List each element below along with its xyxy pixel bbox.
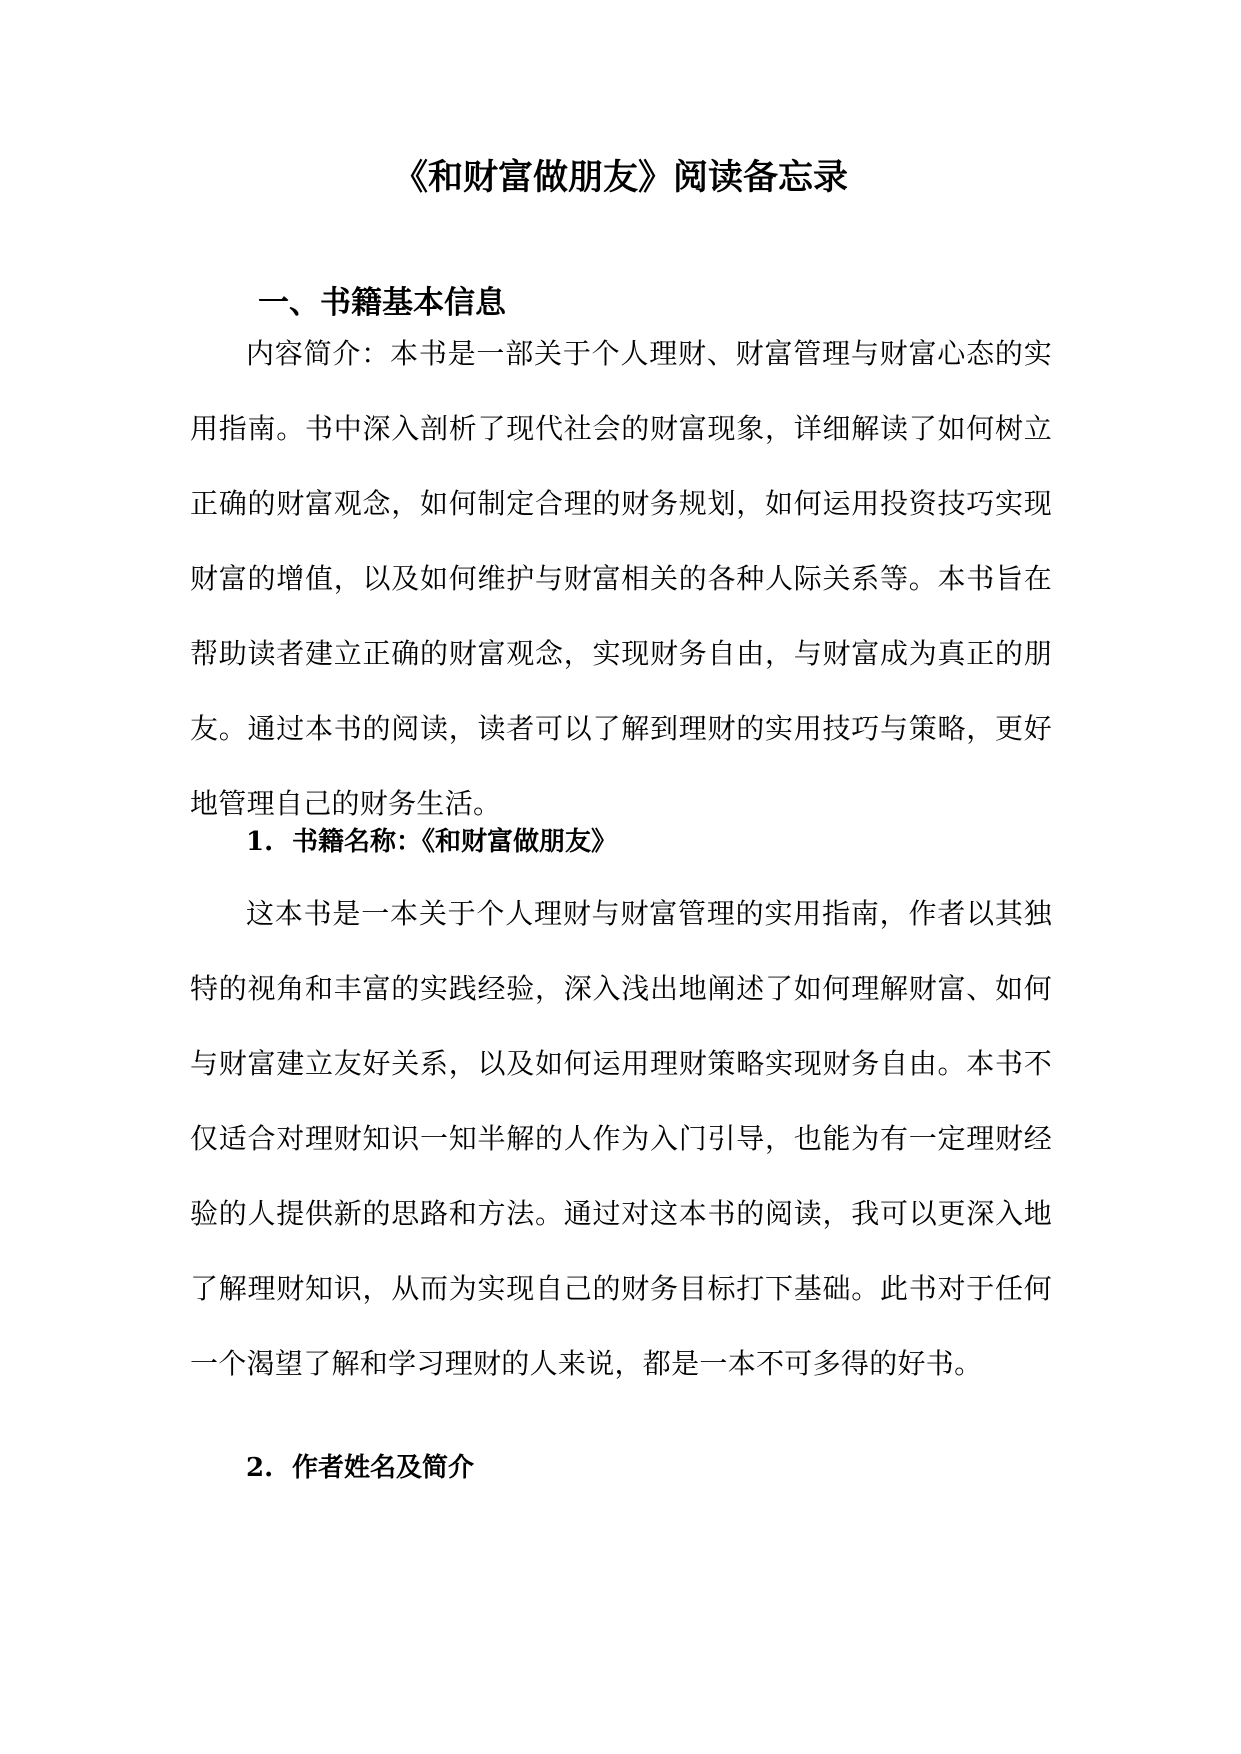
book-title-description-paragraph: 这本书是一本关于个人理财与财富管理的实用指南，作者以其独特的视角和丰富的实践经验，深入浅出地阐述了如何理解财富、如何与财富建立友好关系，以及如何运用理财策略实现财务自由。本书不仅适合对理财知识一知半解的人作为入门引导，也能为有一定理财经验的人提供新的思路和方法。通过对这本书的阅读，我可以更深入地了解理财知识，从而为实现自己的财务目标打下基础。此书对于任何一个渴望了解和学习理财的人来说，都是一本不可多得的好书。 [190,897,1052,1380]
item-heading-author [246,1446,474,1490]
book-summary-paragraph: 内容简介：本书是一部关于个人理财、财富管理与财富心态的实用指南。书中深入剖析了现代社会的财富现象，详细解读了如何树立正确的财富观念，如何制定合理的财务规划，如何运用投资技巧实现财富的增值，以及如何维护与财富相关的各种人际关系等。本书旨在帮助读者建立正确的财富观念，实现财务自由，与财富成为真正的朋友。通过本书的阅读，读者可以了解到理财的实用技巧与策略，更好地管理自己的财务生活。 [190,337,1052,820]
item-heading-book-title [246,820,617,864]
item-heading-text: 书籍名称：《和财富做朋友》 [292,827,618,857]
item-number: 1. [246,827,274,857]
section-heading-book-info: 一、书籍基本信息 [258,285,506,321]
item-number: 2. [246,1453,274,1483]
document-title: 《和财富做朋友》阅读备忘录 [392,157,848,198]
item-heading-text: 作者姓名及简介 [292,1453,475,1483]
